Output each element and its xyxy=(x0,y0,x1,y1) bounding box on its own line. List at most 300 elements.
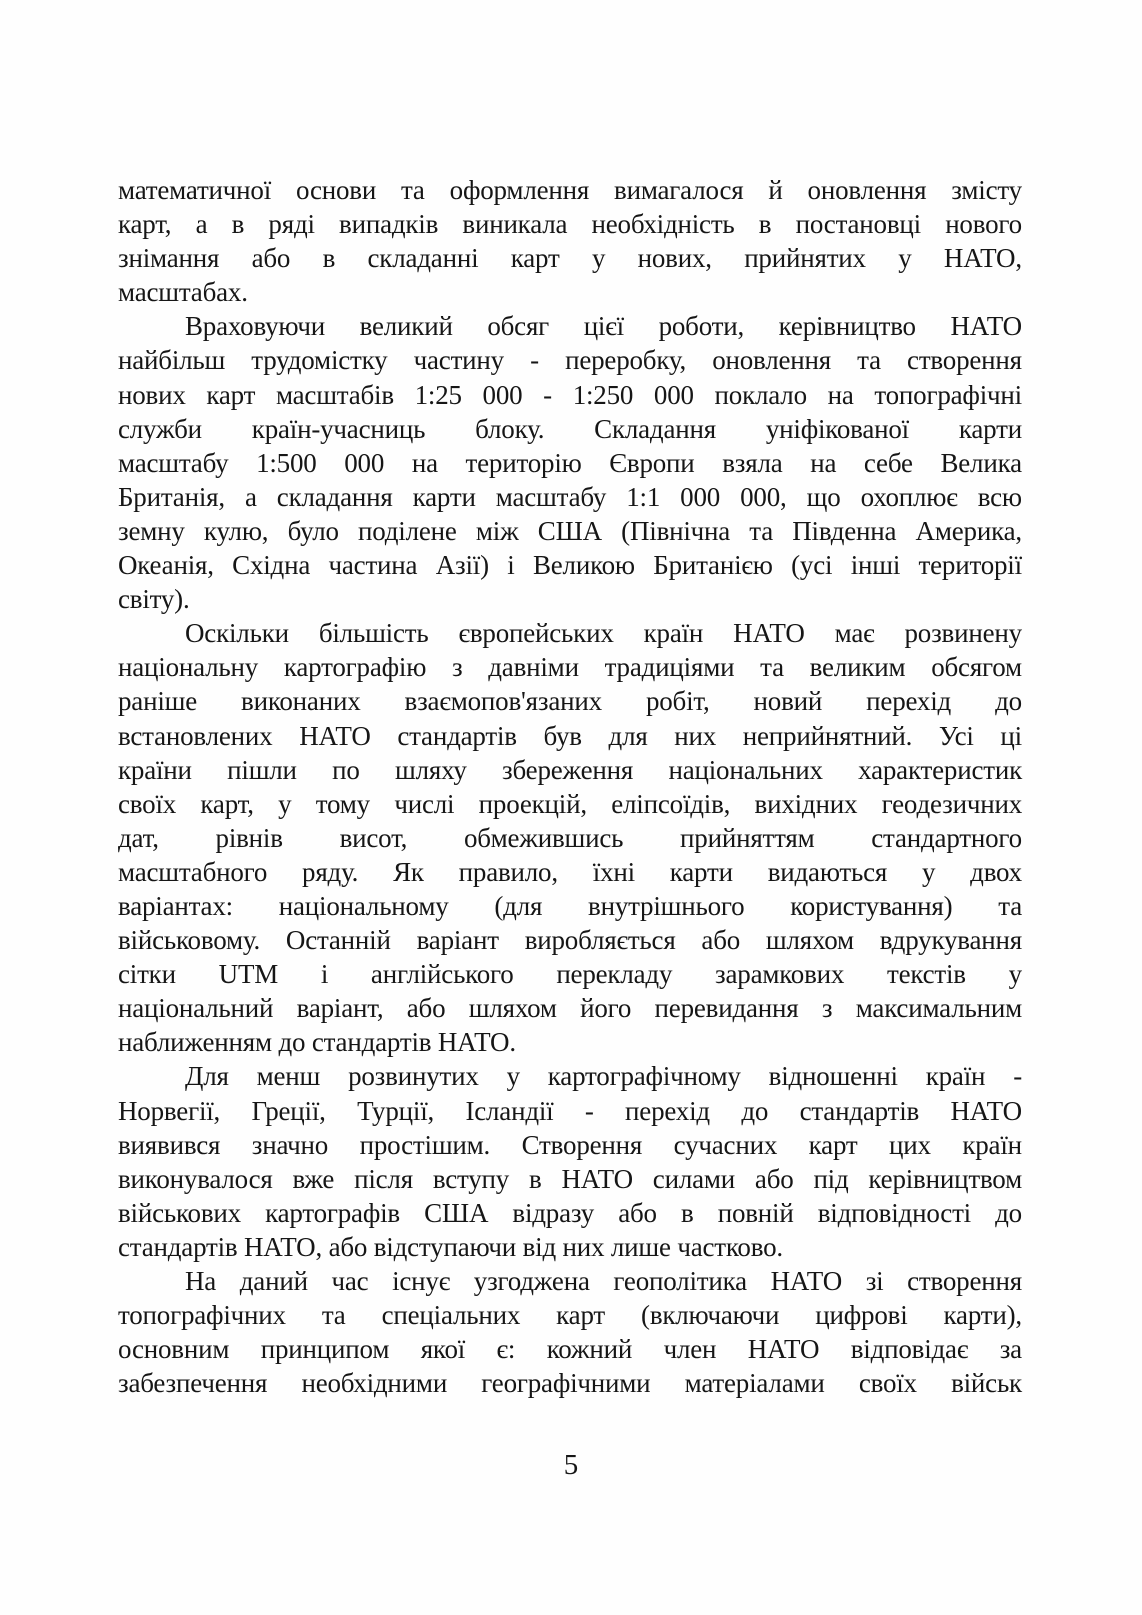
word: забезпечення xyxy=(118,1368,268,1399)
word: після xyxy=(354,1163,413,1194)
word: та xyxy=(749,515,774,546)
word: найбільш xyxy=(118,345,226,376)
word: англійського xyxy=(370,959,514,990)
word: великий xyxy=(359,311,453,342)
word: НАТО xyxy=(950,1095,1022,1126)
word: військовому. xyxy=(118,925,261,956)
word: (Північна xyxy=(621,515,731,546)
text-line xyxy=(118,1298,1022,1332)
word: розвинену xyxy=(904,618,1022,649)
word: Азії) xyxy=(435,550,489,581)
word: давніми xyxy=(488,652,579,683)
text-line xyxy=(118,173,1022,207)
text-line xyxy=(118,719,1022,753)
word: Турції, xyxy=(357,1095,435,1126)
word: пішли xyxy=(227,754,297,785)
text-line xyxy=(118,1264,1022,1298)
text-line xyxy=(118,378,1022,412)
text-block xyxy=(118,173,1022,1400)
text-line xyxy=(118,480,1022,514)
word: масштабу xyxy=(118,447,229,478)
word: Америка, xyxy=(915,515,1022,546)
word: або xyxy=(618,1197,657,1228)
word: для xyxy=(608,720,648,751)
word: цифрові xyxy=(815,1300,908,1331)
word: військових xyxy=(118,1197,241,1228)
text-line xyxy=(118,514,1022,548)
text-line xyxy=(118,1196,1022,1230)
word: територію xyxy=(465,447,582,478)
word: країни xyxy=(118,754,192,785)
word: випадків xyxy=(339,209,439,240)
word: (усі xyxy=(791,550,833,581)
word: основним xyxy=(118,1334,230,1365)
word: служби xyxy=(118,413,202,444)
word: них xyxy=(674,720,717,751)
word: національному xyxy=(278,890,449,921)
word: 1:1 xyxy=(626,481,661,512)
word: повній xyxy=(717,1197,794,1228)
word: Створення xyxy=(521,1129,643,1160)
word: стандартного xyxy=(871,822,1022,853)
word: рівнів xyxy=(215,822,283,853)
word: географічними xyxy=(481,1368,651,1399)
word: обмежившись xyxy=(464,822,624,853)
word: Океанія, xyxy=(118,550,214,581)
word: перекладу xyxy=(556,959,673,990)
word: національних xyxy=(668,754,823,785)
word: створення xyxy=(907,1266,1022,1296)
text-line xyxy=(118,412,1022,446)
word: НАТО xyxy=(950,311,1022,342)
word: частина xyxy=(328,550,418,581)
word: даний xyxy=(239,1266,308,1296)
word: двох xyxy=(970,856,1022,887)
word: картографів xyxy=(265,1197,400,1228)
word: виникала xyxy=(462,209,568,240)
word: НАТО, xyxy=(943,243,1022,274)
word: текстів xyxy=(886,959,966,990)
word: неприйнятний. xyxy=(742,720,913,751)
word: охоплює xyxy=(860,481,958,512)
text-line: наближенням до стандартів НАТО. xyxy=(118,1027,516,1058)
page-number: 5 xyxy=(563,1449,579,1481)
word: кулю, xyxy=(203,515,269,546)
word: виробляється xyxy=(524,925,676,956)
word: у xyxy=(1008,959,1022,990)
word: національну xyxy=(118,652,259,683)
word: узгоджена xyxy=(473,1266,590,1296)
word: і xyxy=(320,959,329,990)
word: на xyxy=(411,447,438,478)
word: та xyxy=(401,175,425,205)
word: обсягом xyxy=(931,652,1022,683)
word: країн xyxy=(962,1129,1022,1160)
word: Європи xyxy=(609,447,695,478)
word: кожний xyxy=(546,1334,633,1365)
word: зі xyxy=(865,1266,884,1296)
word: вдрукування xyxy=(879,925,1022,956)
text-line xyxy=(118,1059,1022,1093)
word: в xyxy=(528,1163,542,1194)
word: нових xyxy=(118,379,186,410)
text-line xyxy=(118,1332,1022,1366)
word: або xyxy=(406,993,446,1024)
word: Ісландії xyxy=(465,1095,554,1126)
word: взаємопов'язаних xyxy=(404,686,602,717)
text-line xyxy=(118,753,1022,787)
word: геополітика xyxy=(613,1266,747,1296)
word: простішим. xyxy=(359,1129,491,1160)
word: у xyxy=(922,856,936,887)
word: складанні xyxy=(367,243,479,274)
word: новий xyxy=(753,686,823,717)
word: а xyxy=(244,481,257,512)
text-line: масштабах. xyxy=(118,277,248,308)
word: національний xyxy=(118,993,274,1024)
word: й xyxy=(768,175,783,205)
word: роботи, xyxy=(658,311,745,342)
word: варіантах: xyxy=(118,890,233,921)
word: Усі xyxy=(938,720,974,751)
word: топографічні xyxy=(874,379,1022,410)
word: оновлення xyxy=(807,175,927,205)
word: країн xyxy=(925,1061,986,1092)
word: Греції, xyxy=(251,1095,326,1126)
word: країн-учасниць xyxy=(251,413,426,444)
word: вже xyxy=(292,1163,335,1194)
word: ряді xyxy=(268,209,315,240)
text-line xyxy=(118,207,1022,241)
text-line xyxy=(118,650,1022,684)
text-line xyxy=(118,787,1022,821)
word: Складання xyxy=(594,413,716,444)
text-line xyxy=(118,1162,1022,1196)
word: 1:500 xyxy=(256,447,317,478)
word: тому xyxy=(315,788,370,819)
word: постановці xyxy=(795,209,921,240)
word: менш xyxy=(256,1061,321,1092)
word: був xyxy=(543,720,582,751)
word: 1:25 xyxy=(414,379,462,410)
word: масштабів xyxy=(275,379,394,410)
text-line xyxy=(118,241,1022,275)
word: створення xyxy=(907,345,1022,376)
word: раніше xyxy=(118,686,198,717)
word: або xyxy=(251,243,291,274)
word: та xyxy=(760,652,784,683)
text-line: світу). xyxy=(118,584,190,615)
word: та xyxy=(998,890,1022,921)
word: якої xyxy=(420,1334,466,1365)
word: оновлення xyxy=(712,345,832,376)
word: їхні xyxy=(592,856,635,887)
word: до xyxy=(741,1095,769,1126)
word: на xyxy=(827,379,854,410)
word: карт, xyxy=(200,788,254,819)
word: правило, xyxy=(458,856,558,887)
text-line xyxy=(118,923,1022,957)
word: в xyxy=(758,209,772,240)
word: карти xyxy=(412,481,476,512)
word: розвинутих xyxy=(348,1061,479,1092)
word: блоку. xyxy=(475,413,545,444)
word: всю xyxy=(977,481,1022,512)
word: перевидання xyxy=(654,993,799,1024)
text-line xyxy=(118,1128,1022,1162)
word: військ xyxy=(951,1368,1022,1399)
word: видаються xyxy=(767,856,888,887)
word: масштабу xyxy=(495,481,607,512)
word: країн xyxy=(643,618,704,649)
word: - xyxy=(584,1095,594,1126)
paragraph xyxy=(118,1264,1022,1400)
word: до xyxy=(995,686,1022,717)
word: геодезичних xyxy=(881,788,1022,819)
word: США xyxy=(537,515,602,546)
text-line xyxy=(118,548,1022,582)
word: необхідність xyxy=(591,209,735,240)
word: переробку, xyxy=(565,345,687,376)
word: топографічних xyxy=(118,1300,286,1331)
word: під xyxy=(813,1163,849,1194)
word: має xyxy=(834,618,875,649)
word: матеріалами xyxy=(684,1368,825,1399)
word: проекцій, xyxy=(478,788,587,819)
word: перехід xyxy=(625,1095,710,1126)
word: силами xyxy=(652,1163,736,1194)
word: а xyxy=(195,209,208,240)
word: вихідних xyxy=(754,788,858,819)
word: в xyxy=(681,1197,694,1228)
word: знімання xyxy=(118,243,220,274)
word: еліпсоїдів, xyxy=(611,788,731,819)
word: член xyxy=(663,1334,717,1365)
word: та xyxy=(321,1300,346,1331)
text-line xyxy=(118,1366,1022,1400)
word: ці xyxy=(1000,720,1022,751)
word: значно xyxy=(251,1129,329,1160)
word: є: xyxy=(496,1334,516,1365)
word: в xyxy=(231,209,245,240)
word: НАТО xyxy=(770,1266,843,1296)
word: з xyxy=(821,993,833,1024)
word: карт xyxy=(808,1129,858,1160)
word: на xyxy=(810,447,837,478)
word: основи xyxy=(295,175,377,205)
word: карти), xyxy=(943,1300,1022,1331)
word: висот, xyxy=(339,822,408,853)
word: - xyxy=(1013,1061,1022,1092)
word: ряду. xyxy=(302,856,359,887)
word: сітки xyxy=(118,959,176,990)
word: виконаних xyxy=(241,686,361,717)
word: карт xyxy=(510,243,560,274)
word: складання xyxy=(276,481,393,512)
paragraph xyxy=(118,173,1022,309)
word: цих xyxy=(889,1129,931,1160)
word: - xyxy=(543,379,552,410)
word: обсяг xyxy=(487,311,550,342)
text-line xyxy=(118,309,1022,343)
word: UTM xyxy=(218,959,279,990)
word: спеціальних xyxy=(381,1300,521,1331)
word: картографію xyxy=(283,652,427,683)
word: шляхом xyxy=(765,925,854,956)
word: зарамкових xyxy=(715,959,845,990)
word: оформлення xyxy=(449,175,590,205)
word: Великою xyxy=(532,550,635,581)
word: Оскільки xyxy=(185,618,289,649)
word: території xyxy=(918,550,1022,581)
word: математичної xyxy=(118,175,272,205)
word: Східна xyxy=(232,550,311,581)
word: збереження xyxy=(502,754,634,785)
word: цієї xyxy=(583,311,624,342)
word: у xyxy=(278,788,292,819)
word: Британією xyxy=(653,550,773,581)
word: інші xyxy=(850,550,901,581)
word: 000 xyxy=(482,379,523,410)
word: або xyxy=(701,925,741,956)
word: 000, xyxy=(740,481,787,512)
text-line: стандартів НАТО, або відступаючи від них лише частково. xyxy=(118,1231,783,1262)
word: взяла xyxy=(722,447,783,478)
text-line xyxy=(118,684,1022,718)
word: Як xyxy=(393,856,424,887)
word: Враховуючи xyxy=(185,311,325,342)
word: НАТО xyxy=(561,1163,633,1194)
word: Велика xyxy=(940,447,1022,478)
word: стандартів xyxy=(397,720,517,751)
word: земну xyxy=(118,515,185,546)
word: прийняттям xyxy=(680,822,815,853)
word: нового xyxy=(945,209,1022,240)
text-line xyxy=(118,446,1022,480)
word: робіт, xyxy=(645,686,710,717)
word: характеристик xyxy=(858,754,1022,785)
word: по xyxy=(332,754,360,785)
word: НАТО xyxy=(299,720,371,751)
word: уніфікованої xyxy=(765,413,909,444)
word: до xyxy=(995,1197,1022,1228)
word: своїх xyxy=(118,788,177,819)
word: виявився xyxy=(118,1129,221,1160)
word: що xyxy=(806,481,841,512)
word: варіант, xyxy=(296,993,384,1024)
word: і xyxy=(507,550,515,581)
word: відразу xyxy=(512,1197,595,1228)
word: картографічному xyxy=(547,1061,741,1092)
word: відношенні xyxy=(768,1061,898,1092)
word: керівництвом xyxy=(868,1163,1022,1194)
word: за xyxy=(999,1334,1022,1365)
word: масштабного xyxy=(118,856,268,887)
word: карти xyxy=(669,856,733,887)
word: 000 xyxy=(653,379,694,410)
word: перехід xyxy=(866,686,952,717)
word: США xyxy=(424,1197,489,1228)
word: Норвегії, xyxy=(118,1095,221,1126)
word: необхідними xyxy=(301,1368,448,1399)
word: НАТО xyxy=(747,1334,820,1365)
word: нових, xyxy=(637,243,712,274)
word: 000 xyxy=(680,481,721,512)
word: у xyxy=(591,243,606,274)
word: карт, xyxy=(118,209,172,240)
word: Південна xyxy=(792,515,897,546)
text-line xyxy=(118,343,1022,377)
word: (для xyxy=(494,890,543,921)
text-line xyxy=(118,616,1022,650)
word: числі xyxy=(394,788,455,819)
word: себе xyxy=(863,447,913,478)
text-line xyxy=(118,957,1022,991)
word: шляху xyxy=(395,754,467,785)
word: європейських xyxy=(458,618,614,649)
word: відповідності xyxy=(817,1197,971,1228)
word: встановлених xyxy=(118,720,273,751)
word: шляхом xyxy=(468,993,557,1024)
word: великим xyxy=(809,652,906,683)
word: час xyxy=(331,1266,369,1296)
word: користування) xyxy=(790,890,953,921)
paragraph xyxy=(118,309,1022,616)
word: (включаючи xyxy=(641,1300,780,1331)
word: стандартів xyxy=(799,1095,920,1126)
text-line xyxy=(118,889,1022,923)
word: його xyxy=(580,993,632,1024)
word: своїх xyxy=(858,1368,917,1399)
word: частину xyxy=(413,345,504,376)
word: Британія, xyxy=(118,481,225,512)
word: 000 xyxy=(344,447,385,478)
word: та xyxy=(857,345,881,376)
word: поклало xyxy=(714,379,807,410)
text-line xyxy=(118,1094,1022,1128)
text-line xyxy=(118,821,1022,855)
word: карт xyxy=(556,1300,606,1331)
word: внутрішнього xyxy=(588,890,745,921)
word: в xyxy=(322,243,336,274)
word: виконувалося xyxy=(118,1163,273,1194)
text-line xyxy=(118,991,1022,1025)
word: між xyxy=(475,515,519,546)
word: Останній xyxy=(285,925,391,956)
word: у xyxy=(898,243,912,274)
word: НАТО xyxy=(733,618,805,649)
word: На xyxy=(185,1266,217,1296)
paragraph xyxy=(118,1059,1022,1264)
word: більшість xyxy=(318,618,429,649)
word: було xyxy=(287,515,339,546)
word: - xyxy=(530,345,539,376)
word: дат, xyxy=(118,822,159,853)
word: у xyxy=(506,1061,520,1092)
word: сучасних xyxy=(673,1129,778,1160)
paragraph xyxy=(118,616,1022,1059)
word: карти xyxy=(958,413,1022,444)
word: поділене xyxy=(358,515,457,546)
word: змісту xyxy=(951,175,1022,205)
word: варіант xyxy=(416,925,499,956)
word: з xyxy=(452,652,463,683)
word: 1:250 xyxy=(572,379,634,410)
word: традиціями xyxy=(604,652,735,683)
word: принципом xyxy=(260,1334,390,1365)
word: або xyxy=(754,1163,794,1194)
text-line xyxy=(118,855,1022,889)
